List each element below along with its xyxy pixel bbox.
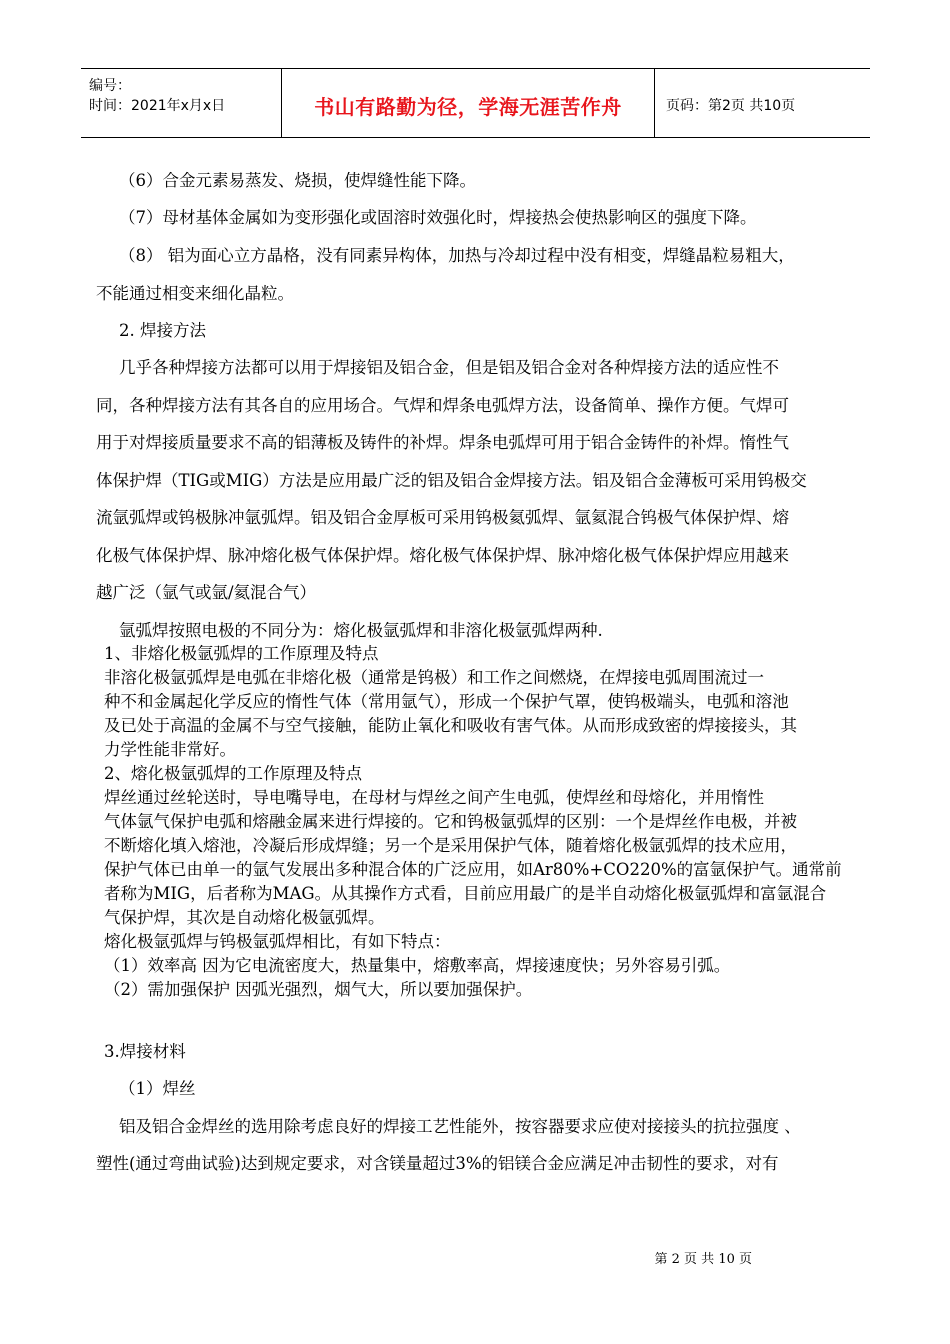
body-line: （2）需加强保护 因弧光强烈，烟气大，所以要加强保护。 [104,980,533,999]
body-line: 氩弧焊按照电极的不同分为：熔化极氩弧焊和非溶化极氩弧焊两种. [119,621,603,640]
document-number-label: 编号： [89,78,131,94]
body-line: 非溶化极氩弧焊是电弧在非熔化极（通常是钨极）和工作之间燃烧，在焊接电弧周围流过一 [104,668,764,687]
body-line: 几乎各种焊接方法都可以用于焊接铝及铝合金，但是铝及铝合金对各种焊接方法的适应性不 [119,358,779,377]
subsection-heading: 1、非熔化极氩弧焊的工作原理及特点 [104,644,379,663]
header-info-cell [81,69,282,137]
body-line: 流氩弧焊或钨极脉冲氩弧焊。铝及铝合金厚板可采用钨极氦弧焊、氩氦混合钨极气体保护焊、熔 [96,508,789,527]
body-line: 焊丝通过丝轮送时，导电嘴导电，在母材与焊丝之间产生电弧，使焊丝和母熔化，并用惰性 [104,788,764,807]
body-line: 同，各种焊接方法有其各自的应用场合。气焊和焊条电弧焊方法，设备简单、操作方便。气焊可 [96,396,789,415]
body-line: 塑性(通过弯曲试验)达到规定要求，对含镁量超过3%的铝镁合金应满足冲击韧性的要求，对有 [96,1154,779,1173]
body-line: 不能通过相变来细化晶粒。 [96,284,294,303]
body-line: 种不和金属起化学反应的惰性气体（常用氩气），形成一个保护气罩，使钨极端头，电弧和溶池 [104,692,789,711]
body-line: 用于对焊接质量要求不高的铝薄板及铸件的补焊。焊条电弧焊可用于铝合金铸件的补焊。惰性气 [96,433,789,452]
page-header [81,68,870,138]
body-line: 及已处于高温的金属不与空气接触，能防止氧化和吸收有害气体。从而形成致密的焊接接头，其 [104,716,797,735]
body-line: 化极气体保护焊、脉冲熔化极气体保护焊。熔化极气体保护焊、脉冲熔化极气体保护焊应用越来 [96,546,789,565]
body-line: 气保护焊，其次是自动熔化极氩弧焊。 [104,908,385,927]
body-line: （1）效率高 因为它电流密度大，热量集中，熔敷率高，焊接速度快；另外容易引弧。 [104,956,731,975]
header-motto-cell [282,69,655,137]
body-line: 铝及铝合金焊丝的选用除考虑良好的焊接工艺性能外，按容器要求应使对接接头的抗拉强度 、 [119,1117,801,1136]
document-time-label: 时间：2021年x月x日 [89,98,226,114]
body-line: 者称为MIG，后者称为MAG。从其操作方式看，目前应用最广的是半自动熔化极氩弧焊和富氩混合 [104,884,827,903]
section-heading: 2. 焊接方法 [119,321,206,340]
body-line: 保护气体已由单一的氩气发展出多种混合体的广泛应用，如Ar80%+CO220%的富氩保护气。通常前 [104,860,842,879]
body-line: 力学性能非常好。 [104,740,236,759]
body-line: （6）合金元素易蒸发、烧损，使焊缝性能下降。 [119,171,476,190]
subsection-heading: （1）焊丝 [119,1079,196,1098]
subsection-heading: 2、熔化极氩弧焊的工作原理及特点 [104,764,362,783]
header-page-number: 页码：第2页 共10页 [666,98,796,114]
body-line: （7）母材基体金属如为变形强化或固溶时效强化时，焊接热会使热影响区的强度下降。 [119,208,757,227]
header-motto: 书山有路勤为径，学海无涯苦作舟 [314,95,622,119]
body-line: （8） 铝为面心立方晶格，没有同素异构体，加热与冷却过程中没有相变，焊缝晶粒易粗大， [119,246,795,265]
body-line: 气体氩气保护电弧和熔融金属来进行焊接的。它和钨极氩弧焊的区别：一个是焊丝作电极，并被 [104,812,797,831]
page-footer: 第 2 页 共 10 页 [654,1252,752,1267]
body-line: 熔化极氩弧焊与钨极氩弧焊相比，有如下特点： [104,932,451,951]
section-heading: 3.焊接材料 [104,1042,186,1061]
body-line: 体保护焊（TIG或MIG）方法是应用最广泛的铝及铝合金焊接方法。铝及铝合金薄板可采用钨极交 [96,471,807,490]
body-line: 越广泛（氩气或氩/氦混合气） [96,583,317,602]
body-line: 不断熔化填入熔池，冷凝后形成焊缝；另一个是采用保护气体，随着熔化极氩弧焊的技术应用， [104,836,797,855]
header-page-cell [656,69,870,137]
